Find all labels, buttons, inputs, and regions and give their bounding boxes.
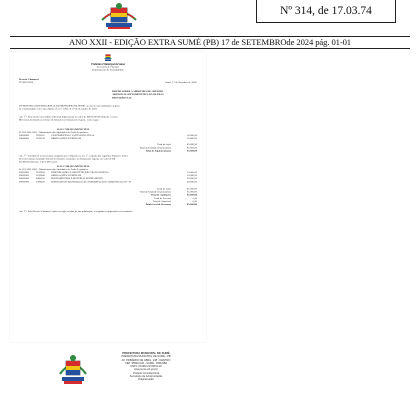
article2-line-3: 85.000,00 (Oitenta e Cinco Mil reais). [19,161,58,164]
footer-title: PREFEITURA MUNICIPAL DE SUMÉ [122,351,170,355]
s2-total-acao-value: 85.000,00 [187,187,197,191]
decree-label: Decreto Chamavel [19,78,39,81]
s2-total-recursos-value: 85.000,00 [187,203,197,206]
budget-cell-c4: 15.000,00 [187,171,197,175]
budget-cell-c1: 00000000 [19,174,29,178]
s1-total-suppl-label: Total de Suplementação [145,149,171,153]
budget-cell-c1: 00000000 [19,177,29,181]
budget-cell-c4: 10.000,00 [187,174,197,178]
ementa-line-2: ADICIONAL SUPLEMENTAR E DÁ OUTRAS [112,93,164,97]
budget-cell-c3: EQUIPAMENTOS E MATERIAL PERMANENTE [51,177,103,181]
budget-cell-c4: 50.000,00 [187,134,197,138]
article1-line-2: Mil reais), destinado ao reforço de dotações no Orçamento vigente, como segue: [19,119,100,122]
decree-document [10,52,206,342]
document-crest-logo [103,53,113,62]
bottom-rule [10,48,410,49]
org-name: Prefeitura Municipal de Sumé [91,63,125,66]
s2-total-recursos-label: Total Geral de Recursos [145,203,171,206]
s2-total-excesso-value: 0,00 [192,197,197,200]
budget-cell-c2: 3190940 [36,174,45,178]
edition-line: ANO XXII - EDIÇÃO EXTRA SUMÉ (PB) 17 de SETEMBROde 2024 pág. 01-01 [69,37,351,47]
date-line: Sumé, 17 de Setembro de 2024. [165,81,197,85]
section2-title: CÂMARA MUNICIPAL [63,165,90,168]
preamble-line-2: de conformidade com o que dispõe a Lei nº 1293, de 27 de dezembro de 2023. [19,108,98,111]
footer-line: CNPJ: 09.084.217/0001-20 [130,365,162,369]
budget-cell-c2: 3190920 [36,171,45,175]
footer-line: Secretário de Administração [129,375,163,379]
budget-line [19,138,197,141]
section1-title: CÂMARA MUNICIPAL [63,128,90,131]
preamble-line-1: O PREFEITO CONSTITUCIONAL DO MUNICÍPIO DE SUMÉ, no uso de suas atribuições legais e [19,104,121,108]
s2-total-anul-label: Total de Anulações [150,194,171,197]
s1-total-suppl-value: 85.000,00 [187,149,197,153]
article3-line-1: Art. 3º - Este Decreto Chamavel entra em vigor na data de sua publicação, revogadas as disposições em contrário. [19,210,133,214]
footer-line: Diagramação [138,378,154,382]
document-header [10,53,206,72]
decree-number: Nº 0007/2024 [19,81,33,84]
s2-total-recursos-row [19,203,197,206]
budget-cell-c2: 3190110 [36,134,45,138]
budget-cell-c3: INDENIZAÇÕES E RESTITUIÇÕES TRABALHISTAS [51,171,109,175]
section-supplement [19,128,197,153]
budget-cell-c3: OBRIGAÇÕES PATRONAIS [51,174,82,178]
s2-total-anul-value: 85.000,00 [187,194,197,197]
footer-line: www.sume.pb.gov.br [134,368,158,372]
law-number-label: Nº 314, de 17.03.74 [280,5,372,17]
s2-total-superavit-label: Total de Superávit [152,200,171,203]
budget-cell-c1: 00000000 [19,134,29,138]
budget-cell-c3: OBRIGAÇÕES PATRONAIS [51,137,82,141]
s1-total-acao-value: 85.000,00 [187,143,197,147]
s2-total-unid-value: 85.000,00 [187,191,197,194]
ementa-line-1: DISPÕE SOBRE A ABERTURA DE CRÉDITO [112,90,164,94]
section1-code: 01.01 [57,128,63,131]
s1-total-unid-label: Total da Unidade Orçamentária [139,146,171,150]
article2-line-2: Decreto Câmara Anulação Parcial de dotações constantes no Orçamento vigente, no valor de R$ [19,158,116,161]
budget-cell-c1: 00000000 [19,137,29,141]
section1-subtitle: 01.031.1001.2001 - Manutenção das Atividades do Poder Legislativo [19,131,89,134]
s1-total-suppl-row [19,150,197,153]
budget-cell-c1: 00000000 [19,171,29,175]
footer-line: Prefeito Constitucional [133,371,159,375]
budget-cell-c2: 3190130 [36,137,45,141]
budget-line [19,181,197,184]
section2-code: 01.01 [57,165,63,168]
article2-line-1: Art. 2º - Constituem recursos para cumprimento o disposto no Art. 1º, redução das seguintes dotações: Poder [19,155,128,158]
s2-total-acao-label: Total da Ação [157,187,171,191]
footer-line: PREFEITURA MUNICIPAL DE SUMÉ - PB [121,355,171,359]
budget-cell-c4: 40.000,00 [187,180,197,184]
budget-cell-c2: 3390400 [36,180,45,184]
article1-line-1: Art. 1º - Fica aberto um Crédito Adicional Suplementar no valor de R$ 85.000,00 (Oitenta e Cinco [19,116,118,119]
org-sub1: Secretaria de Finanças [96,66,120,69]
s2-total-unid-label: Total da Unidade Orçamentária [139,191,171,194]
budget-cell-c3: VENCIMENTOS E VANTAGENS FIXAS [51,134,95,138]
s1-total-acao-label: Total da Ação [157,143,171,147]
org-sub2: Departamento de Contabilidade [92,69,124,72]
budget-cell-c1: 00000000 [19,180,29,184]
s2-total-superavit-value: 0,00 [192,200,197,203]
s1-total-unid-value: 85.000,00 [187,146,197,150]
section2-subtitle: 01.031.1001.2001 - Manutenção das Atividades do Poder Legislativo [19,168,89,171]
law-number-box [256,0,396,23]
budget-cell-c4: 20.000,00 [187,177,197,181]
footer-crest-logo [57,352,89,386]
budget-cell-c2: 4490520 [36,177,45,181]
budget-cell-c3: SERVIÇOS DE TECNOLOGIA DA INFORMAÇÃO E COMUNICAÇÃO - PJ [51,180,132,184]
footer-info [98,352,194,382]
municipal-crest-logo [96,0,142,30]
footer-line: AV. PRIMEIRO DE ABRIL, 138 - CENTRO [121,358,171,362]
ementa-line-3: PROVIDÊNCIAS. [112,96,132,100]
section-annulment [19,165,197,206]
footer-line: CEP: 58540-000 - SUMÉ - PARAÍBA [124,361,168,365]
s2-total-excesso-label: Total de Excesso [154,197,171,200]
budget-cell-c4: 35.000,00 [187,137,197,141]
